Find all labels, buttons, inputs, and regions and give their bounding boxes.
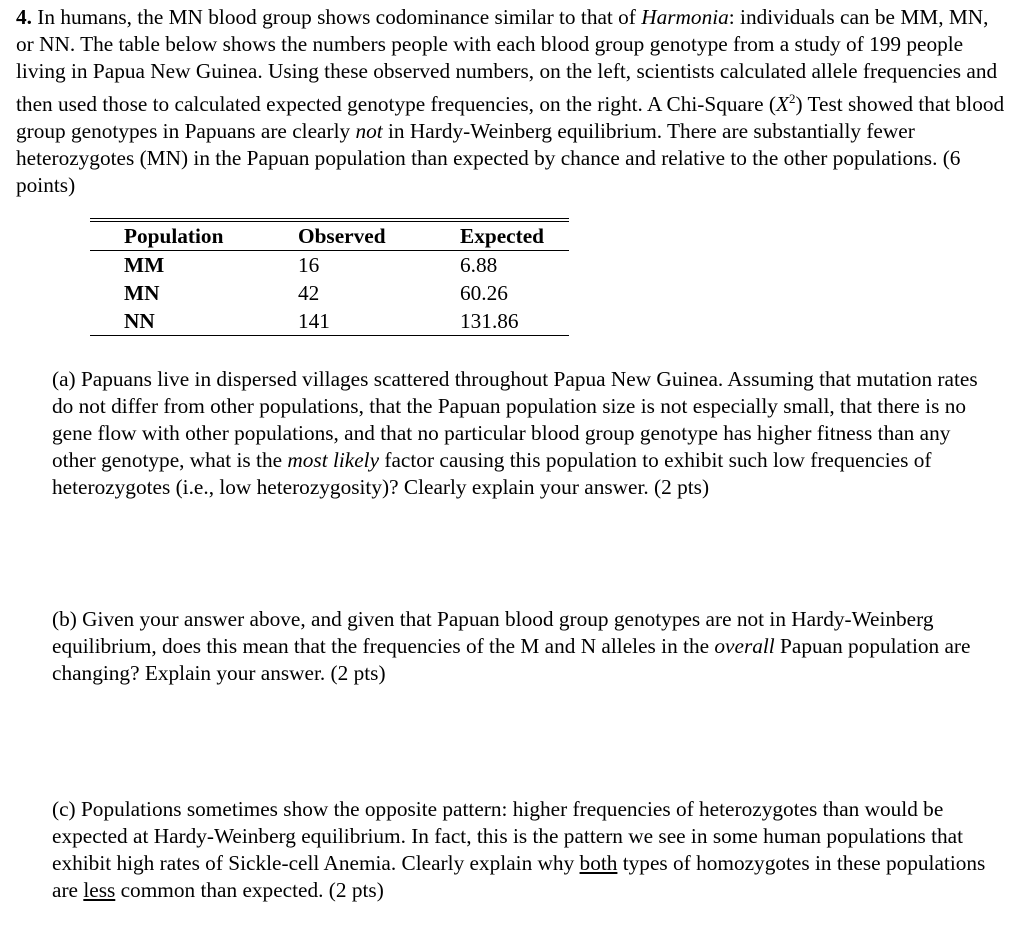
cell-observed: 16 (298, 253, 320, 277)
question-b-text-1: (b) Given your answer above, and given that Papuan blood group genotypes are not in Hardy-Weinberg equilibrium, does this mean that the frequencies of the M and N alleles in the (52, 607, 934, 658)
intro-text-2: : individuals can be MM, MN, or NN. The table below shows the numbers people with each blood group genotype from a study of 199 people living in Papua New Guinea. Using these observed numbers, on the left, scientists calculated allele frequencies and then used those to calculated expected genotype frequencies, on the right. A Chi-Square ( (16, 5, 998, 117)
genotype-table (90, 218, 569, 336)
question-c-text-1: (c) Populations sometimes show the opposite pattern: higher frequencies of heterozygotes than would be expected at Hardy-Weinberg equilibrium. In fact, this is the pattern we see in some human populations that exhibit high rates of Sickle-cell Anemia. Clearly explain why (52, 797, 964, 875)
cell-expected: 131.86 (460, 309, 519, 333)
table-row (90, 279, 569, 307)
cell-observed: 141 (298, 309, 330, 333)
underline-less: less (83, 878, 116, 902)
underline-both: both (579, 851, 618, 875)
intro-text-4: in Hardy-Weinberg equilibrium. There are substantially fewer heterozygotes (MN) in the Papuan population than expected by chance and relative to the other populations. (6 points) (16, 119, 961, 198)
question-a (52, 366, 992, 501)
question-b (52, 606, 992, 687)
cell-population: MM (124, 253, 165, 277)
genus-name: Harmonia (641, 5, 729, 29)
cell-population: NN (124, 309, 155, 333)
chi-symbol: X (775, 92, 789, 117)
question-b-text-2: Papuan population are changing? Explain your answer. (2 pts) (52, 634, 971, 685)
intro-text-1: In humans, the MN blood group shows codominance similar to that of (31, 5, 642, 29)
header-population: Population (90, 222, 266, 251)
question-number: 4. (16, 5, 32, 29)
header-expected: Expected (426, 222, 569, 251)
table-header-row (90, 222, 569, 251)
question-intro (16, 4, 1008, 199)
question-c-text-2: types of homozygotes in these populations are (52, 851, 986, 902)
cell-population: MN (124, 281, 160, 305)
question-a-text-1: (a) Papuans live in dispersed villages scattered throughout Papua New Guinea. Assuming that mutation rates do not differ from other populations, that the Papuan population size is not especially small, that there is no gene flow with other populations, and that no particular blood group genotype has higher fitness than any other genotype, what is the (52, 367, 978, 472)
table-row (90, 307, 569, 335)
table-row (90, 251, 569, 280)
header-observed: Observed (266, 222, 426, 251)
cell-expected: 6.88 (460, 253, 498, 277)
question-c-text-3: common than expected. (2 pts) (115, 878, 384, 902)
table-bottom-rule (90, 335, 569, 336)
intro-text-3: ) Test showed that blood group genotypes in Papuans are clearly (16, 92, 1005, 144)
chi-superscript: 2 (788, 91, 796, 106)
emphasis-not: not (355, 119, 383, 144)
cell-expected: 60.26 (460, 281, 508, 305)
question-c (52, 796, 992, 904)
emphasis-most-likely: most likely (287, 448, 380, 472)
emphasis-overall: overall (714, 634, 775, 658)
cell-observed: 42 (298, 281, 320, 305)
question-a-text-2: factor causing this population to exhibit such low frequencies of heterozygotes (i.e., low heterozygosity)? Clearly explain your answer. (2 pts) (52, 448, 932, 499)
